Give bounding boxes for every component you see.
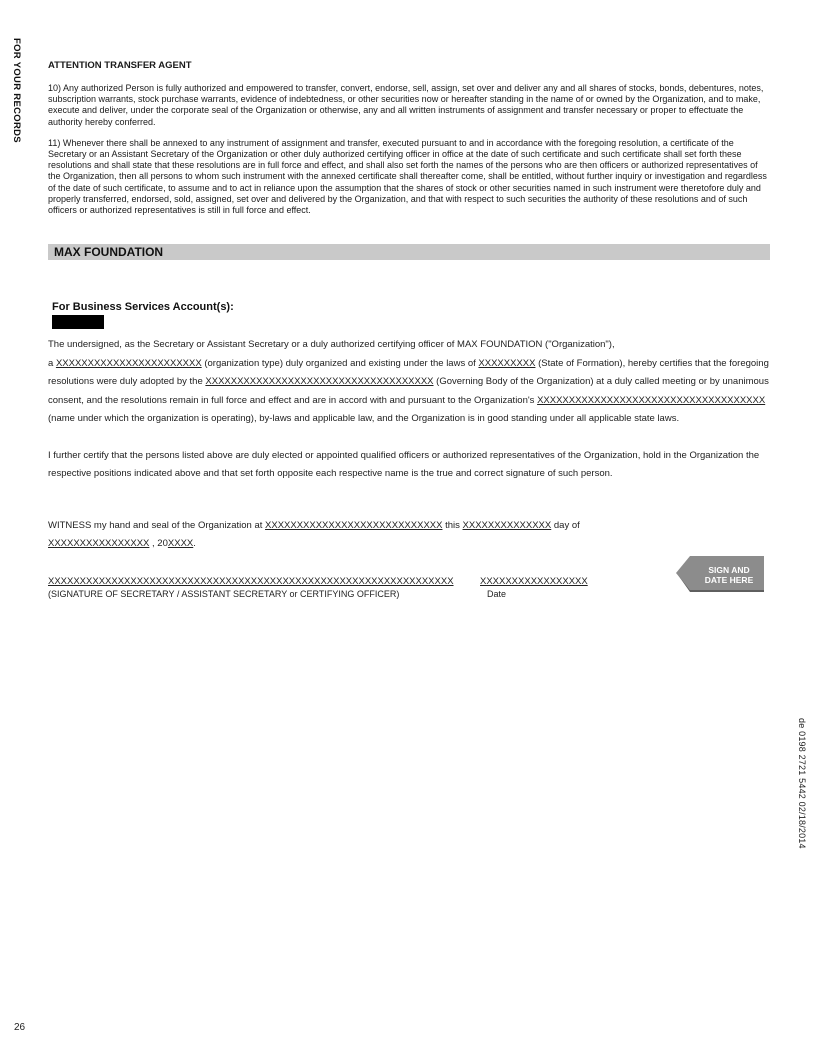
witness-month-field[interactable]: XXXXXXXXXXXXXXXX <box>48 538 150 549</box>
witness-text: this <box>442 520 463 531</box>
clause-11: 11) Whenever there shall be annexed to any instrument of assignment and transfer, executed pursuant to and in accordance with the foregoing resolution, a certificate of the Secretary or an Assistant Secretary of the Organization or other duly authorized certifying officer in office at the date of such certificate and such certificate shall set forth these resolutions and shall state that these resolutions are in full force and effect, and shall also set forth the names of the persons who are then officers or authorized representatives of the Organization, then all persons to whom such instrument with the annexed certificate shall thereafter come, shall be entitled, without further inquiry or investigation and regardless of the date of such certificate, to assume and to act in reliance upon the assumption that the shares of stock or other securities named in such instrument were theretofore duly and properly transferred, endorsed, sold, assigned, set over and delivered by the Organization, and that with respect to such securities the authority of these resolutions and of such officers or authorized representatives is still in full force and effect. <box>48 137 767 216</box>
witness-year-field[interactable]: XXXX <box>167 538 194 549</box>
org-type-field[interactable]: XXXXXXXXXXXXXXXXXXXXXXX <box>55 357 202 369</box>
state-field[interactable]: XXXXXXXXX <box>478 357 536 369</box>
organization-name-bar <box>48 244 770 260</box>
redacted-account-number <box>52 315 104 329</box>
attention-section <box>48 60 770 226</box>
for-your-records-label: FOR YOUR RECORDS <box>11 38 22 143</box>
cert-text: (Governing Body of the Organization) at a duly called meeting or by unanimous consent, and the resolutions remain in full force and effect and are in accord with and pursuant to the Organization's <box>48 376 769 406</box>
clause-10: 10) Any authorized Person is fully authorized and empowered to transfer, convert, endorse, sell, assign, set over and deliver any and all shares of stocks, bonds, debentures, notes, subscription warrants, stock purchase warrants, evidence of indebtedness, or other securities now or hereafter standing in the name of or owned by the Organization, and to make, execute and deliver, under the corporate seal of the Organization or otherwise, any and all written instruments of assignment and transfer necessary or proper to effectuate the authority hereby conferred. <box>48 83 764 127</box>
cert-paragraph-1 <box>48 355 774 429</box>
sign-and-date-tab <box>676 556 764 598</box>
certification-text <box>48 336 774 484</box>
form-code: de 0198 2721 5442 02/18/2014 <box>797 718 807 849</box>
operating-name-field[interactable]: XXXXXXXXXXXXXXXXXXXXXXXXXXXXXXXXXXXX <box>537 394 766 406</box>
sign-tab-label <box>696 565 762 585</box>
sign-tab-line-1: SIGN AND <box>708 565 750 575</box>
date-caption: Date <box>487 589 507 599</box>
witness-text: , 20 <box>149 538 168 549</box>
signature-field[interactable]: XXXXXXXXXXXXXXXXXXXXXXXXXXXXXXXXXXXXXXXXXXXXXXXXXXXXXXXXXXXXXXXX <box>48 576 454 587</box>
cert-intro: The undersigned, as the Secretary or Assistant Secretary or a duly authorized certifying officer of MAX FOUNDATION ("Organization"), <box>48 339 615 350</box>
page-number: 26 <box>14 1022 26 1033</box>
witness-text: day of <box>551 520 580 531</box>
witness-day-field[interactable]: XXXXXXXXXXXXXX <box>462 520 552 531</box>
attention-title: ATTENTION TRANSFER AGENT <box>48 60 192 71</box>
governing-body-field[interactable]: XXXXXXXXXXXXXXXXXXXXXXXXXXXXXXXXXXXX <box>205 376 434 387</box>
cert-text: (State of Formation), hereby certifies that the foregoing resolutions were duly adopted by the <box>48 357 769 387</box>
witness-location-field[interactable]: XXXXXXXXXXXXXXXXXXXXXXXXXXXX <box>265 520 443 531</box>
witness-statement <box>48 517 748 553</box>
signature-caption: (SIGNATURE OF SECRETARY / ASSISTANT SECRETARY or CERTIFYING OFFICER) <box>48 589 400 599</box>
witness-text: WITNESS my hand and seal of the Organization at <box>48 520 266 531</box>
organization-name: MAX FOUNDATION <box>54 245 164 259</box>
sign-tab-line-2: DATE HERE <box>704 575 754 585</box>
date-field[interactable]: XXXXXXXXXXXXXXXXX <box>480 576 588 587</box>
cert-text: (name under which the organization is operating), by-laws and applicable law, and the Organization is in good standing under all applicable state laws. <box>48 413 680 424</box>
witness-text: . <box>193 538 196 549</box>
cert-text: a <box>48 357 56 369</box>
cert-text: (organization type) duly organized and existing under the laws of <box>201 357 479 369</box>
cert-paragraph-2: I further certify that the persons listed above are duly elected or appointed qualified officers or authorized representatives of the Organization, hold in the Organization the respective positions indicated above and that set forth opposite each respective name is the true and correct signature of such person. <box>48 449 760 479</box>
account-label: For Business Services Account(s): <box>52 301 234 313</box>
